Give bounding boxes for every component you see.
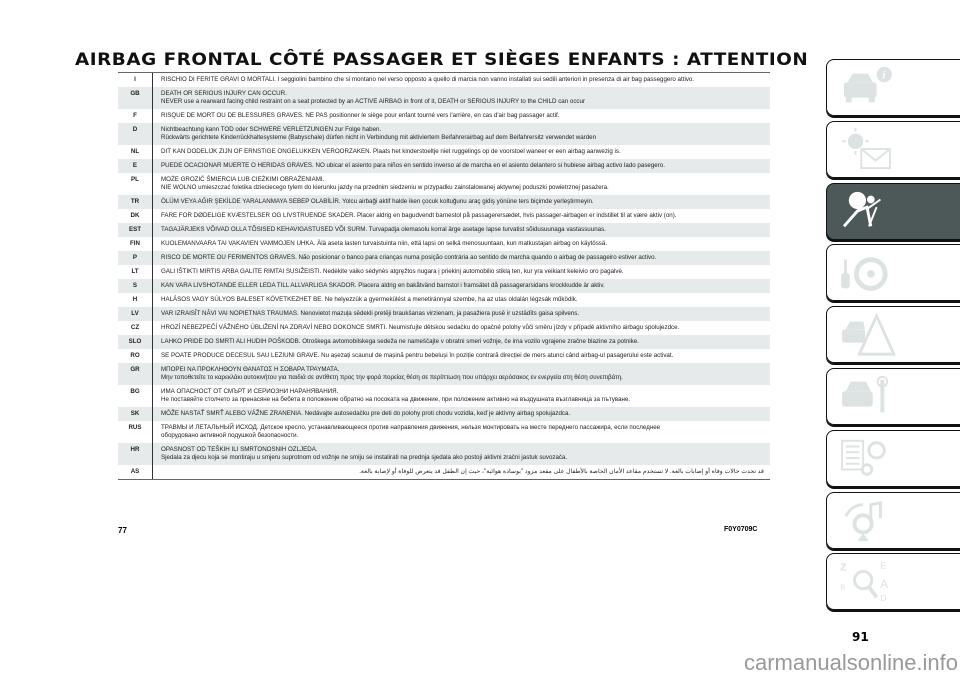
warning-line: قد تحدث حالات وفاة أو إصابات بالغة. لا تستخدم مقاعد الأمان الخاصة بالأطفال على مقعد مزود "بوسادة هوائية"، حيث إن الطفل قد يتعرض للوفاة أو لإصابة بالغة. <box>359 468 764 475</box>
language-code: GB <box>118 87 153 109</box>
warning-text <box>153 251 662 265</box>
chapter-tab-car-info[interactable] <box>826 59 960 116</box>
car-warning-icon <box>837 312 897 358</box>
watermark: carmanualsonline.info <box>744 650 959 675</box>
car-wrench-icon <box>837 374 897 420</box>
warning-line: RISCO DE MORTE OU FERIMENTOS GRAVES. Não posicionar o banco para crianças numa posição contrária ao sentido de marcha quando o airbag de passageiro estiver activo. <box>161 254 657 261</box>
warning-text <box>153 87 591 109</box>
warning-line: DEATH OR SERIOUS INJURY CAN OCCUR. <box>161 90 287 97</box>
language-code: SK <box>118 407 153 421</box>
language-code: NL <box>118 145 153 159</box>
language-code: EST <box>118 223 153 237</box>
language-code: PL <box>118 173 153 195</box>
table-row <box>118 159 770 173</box>
table-row <box>118 237 770 251</box>
language-code: RO <box>118 349 153 363</box>
warning-text <box>153 349 679 363</box>
warning-line: HALÁSOS VAGY SÚLYOS BALESET KÖVETKEZHET BE. Ne helyezzük a gyermekülést a menetiránnyal szembe, ha az utas oldalán légzsák működik. <box>161 296 578 303</box>
warning-line: MÔŽE NASTAŤ SMRŤ ALEBO VÁŽNE ZRANENIA. Nedávajte autosedačku pre deti do polohy proti chodu vozidla, keď je aktívny airbag spolujazdca. <box>161 410 571 417</box>
warning-text <box>153 279 611 293</box>
table-row <box>118 465 770 479</box>
warning-line: ИМА ОПАСНОСТ ОТ СМЪРТ И СЕРИОЗНИ НАРАНЯВАНИЯ. <box>161 388 339 395</box>
warning-line: DIT KAN DODELIJK ZIJN OF ERNSTIGE ONGELUKKEN VEROORZAKEN. Plaats het kinderstoeltje niet ruggelings op de voorstoel waneer er een airbag aanwezig is. <box>161 148 621 155</box>
airbag-seatbelt-icon <box>837 188 897 234</box>
specs-gears-icon <box>837 435 897 481</box>
warning-text <box>153 465 770 479</box>
warning-text <box>153 363 629 385</box>
language-code: H <box>118 293 153 307</box>
warning-text <box>153 385 636 407</box>
chapter-tab-car-warning[interactable] <box>826 306 960 363</box>
figure-page-ref: 77 <box>118 526 127 535</box>
warning-text <box>153 307 585 321</box>
car-info-icon <box>837 65 897 111</box>
language-code: SLO <box>118 335 153 349</box>
warning-text <box>153 237 613 251</box>
warning-line: Nichtbeachtung kann TOD oder SCHWERE VERLETZUNGEN zur Folge haben. <box>161 126 382 133</box>
warning-text <box>153 293 584 307</box>
warning-text <box>153 145 627 159</box>
table-row <box>118 209 770 223</box>
warning-text <box>153 335 645 349</box>
warning-line: FARE FOR DØDELIGE KVÆSTELSER OG LIVSTRUENDE SKADER. Placer aldrig en bagudvendt barnestol på passagerersædet, hvis passager-airbagen er indstillet til at være aktiv (on). <box>161 212 677 219</box>
chapter-tab-specs-gears[interactable] <box>826 430 960 487</box>
language-code: BG <box>118 385 153 407</box>
page-title: AIRBAG FRONTAL CÔTÉ PASSAGER ET SIÈGES ENFANTS : ATTENTION <box>75 50 809 70</box>
warning-line: RISCHIO DI FERITE GRAVI O MORTALI. I seggiolini bambino che si montano nel verso opposto a quello di marcia non vanno installati sui sedili anteriori in presenza di air bag passeggero attivo. <box>161 76 695 83</box>
warning-line: RISQUE DE MORT OU DE BLESSURES GRAVES. NE PAS positionner le siège pour enfant tourné vers l'arrière, en cas d'air bag passager actif. <box>161 112 560 119</box>
warning-line: ÖLÜM VEYA AĞIR ŞEKİLDE YARALANMAYA SEBEP OLABİLİR. Yolcu airbaği aktif halde iken çocuk koltuğunu araç gidiş yönüne ters biçimde yerleştirmeyin. <box>161 198 594 205</box>
chapter-tab-multimedia[interactable] <box>826 492 960 549</box>
table-row <box>118 87 770 109</box>
warning-line: Не поставяйте столчето за пренасяне на бебета в положение обратно на посоката на движение, при положение активно на въздушната възглавница за пътуване. <box>161 396 631 403</box>
table-row <box>118 279 770 293</box>
language-code: D <box>118 123 153 145</box>
warning-line: NIE WOLNO umieszczać foletika dzieciecego tylem do kierunku jazdy na przednim siedzeniu w przypadku zainstalowanej aktywnej poduszki powietrznej pasażera. <box>161 184 609 191</box>
chapter-tab-airbag-seatbelt[interactable] <box>826 183 960 240</box>
page-number: 91 <box>852 630 869 644</box>
warning-text <box>153 123 602 145</box>
multimedia-icon <box>837 497 897 543</box>
warning-text <box>153 109 565 123</box>
language-code: LV <box>118 307 153 321</box>
table-row <box>118 363 770 385</box>
svg-text:B: B <box>840 582 846 592</box>
language-code: F <box>118 109 153 123</box>
lights-messages-icon <box>837 126 897 172</box>
warning-text <box>153 223 612 237</box>
chapter-tab-car-wrench[interactable] <box>826 368 960 425</box>
table-row <box>118 223 770 237</box>
warning-line: KUOLEMANVAARA TAI VAKAVIEN VAMMOJEN UHKA. Älä aseta lasten turvaistuinta niin, että lapsi on selkä menosuuntaan, kun matkustajan airbag on käytössä. <box>161 240 608 247</box>
warning-line: ТРАВМЫ И ЛЕТАЛЬНЫЙ ИСХОД. Детское кресло, устанавливающееся против направления движения, нельзя монтировать на месте переднего пассажира, если последнее <box>161 424 661 431</box>
warning-line: оборудовано активной подушкой безопасности. <box>161 432 299 439</box>
warning-text <box>153 321 685 335</box>
language-code: RUS <box>118 421 153 443</box>
figure-code: F0Y0709C <box>724 526 758 533</box>
language-code: E <box>118 159 153 173</box>
warning-line: SE POATE PRODUCE DECESUL SAU LEZIUNI GRAVE. Nu așezați scaunul de mașină pentru bebeluși în poziție contrară direcției de mers atunci când airbag-ul pasagerului este activat. <box>161 352 674 359</box>
table-row <box>118 293 770 307</box>
table-row <box>118 73 770 87</box>
language-code: GR <box>118 363 153 385</box>
warning-line: NEVER use a rearward facing child restraint on a seat protected by an ACTIVE AIRBAG in front of it, DEATH or SERIOUS INJURY to the CHILD can occur <box>161 98 586 105</box>
warning-line: MOŻE GROZIĆ ŚMIERCIA LUB CIEŻKIMI OBRAŻENIAMI. <box>161 176 325 183</box>
warning-line: TAGAJÄRJEKS VÕIVAD OLLA TÕSISED KEHAVIGASTUSED VÕI SURM. Turvapadja olemasolu korral ärge asetage lapse turvatist sõidusuunaga vastassuunas. <box>161 226 606 233</box>
warning-line: ΜΠΟΡΕΙ ΝΑ ΠΡΟΚΛΗΘΟΥΝ ΘΑΝΑΤΟΣ Η ΣΟΒΑΡΑ ΤΡΑΥΜΑΤΑ. <box>161 366 340 373</box>
warning-line: Sjedala za djecu koja se montiraju u smjeru suprotnom od vožnje ne smiju se instalirati na prednja sjedala ako postoji aktivni zračni jastuk suvozača. <box>161 454 568 461</box>
table-row <box>118 385 770 407</box>
table-row <box>118 251 770 265</box>
table-row <box>118 407 770 421</box>
chapter-tab-lights-messages[interactable] <box>826 121 960 178</box>
language-code: P <box>118 251 153 265</box>
chapter-tab-index-search[interactable] <box>826 553 960 610</box>
language-code: CZ <box>118 321 153 335</box>
warning-line: PUEDE OCACIONAR MUERTE O HERIDAS GRAVES. NO ubicar el asiento para niños en sentido inverso al de marcha en el asiento delantero si hubiese airbag activo lado pasegero. <box>161 162 665 169</box>
table-row <box>118 265 770 279</box>
language-code: HR <box>118 443 153 465</box>
warning-text <box>153 421 666 443</box>
warning-table <box>118 72 770 480</box>
table-row <box>118 443 770 465</box>
key-steering-wheel-icon <box>837 250 897 296</box>
warning-line: LAHKO PRIDE DO SMRTI ALI HUDIH POŠKODB. Otroškega avtomobilskega sedeža ne nameščajte v obratni smeri vožnje, če ima vozilo vgrajene zračne blazine za potnike. <box>161 338 639 345</box>
warning-text <box>153 173 615 195</box>
warning-line: Μην τοποθετείτε το καρεκλάκι αυτοκινήτου για παιδιά σε αντίθετη προς την φορά πορείας θέση σε περίπτωση που υπάρχει αερόσακος εν ενεργεία στη θέση συνεπιβάτη. <box>161 374 623 381</box>
warning-line: KAN VARA LIVSHOTANDE ELLER LEDA TILL ALLVARLIGA SKADOR. Placera aldrig en bakåtvänd barnstol i framsätet då passagerarsidans krockkudde är aktiv. <box>161 282 605 289</box>
language-code: S <box>118 279 153 293</box>
table-row <box>118 109 770 123</box>
chapter-tab-key-steering-wheel[interactable] <box>826 244 960 301</box>
warning-line: HROZÍ NEBEZPEČÍ VÁŽNÉHO ÚBLIŽENÍ NA ZDRAVÍ NEBO DOKONCE SMRTI. Neumisťujte dětskou sedačku do opačné polohy vůči směru jízdy v případě aktivního airbagu spolujezdce. <box>161 324 680 331</box>
warning-text <box>153 159 671 173</box>
warning-text <box>153 195 600 209</box>
index-search-icon <box>837 559 897 605</box>
svg-text:D: D <box>880 593 887 604</box>
table-row <box>118 307 770 321</box>
warning-line: Rückwärts gerichtete Kinderrückhaltesysteme (Babyschale) dürfen nicht in Verbindung mit aktiviertem Beifahrerairbag auf dem Beifahrersitz verwendet warden <box>161 134 597 141</box>
table-row <box>118 123 770 145</box>
language-code: I <box>118 73 153 87</box>
table-row <box>118 321 770 335</box>
language-code: FIN <box>118 237 153 251</box>
warning-text <box>153 443 573 465</box>
svg-text:Z: Z <box>840 561 847 574</box>
warning-line: OPASNOST OD TEŠKIH ILI SMRTONOSNIH OZLJEDA. <box>161 446 318 453</box>
table-row <box>118 173 770 195</box>
table-row <box>118 145 770 159</box>
language-code: AS <box>118 465 153 479</box>
svg-text:A: A <box>880 578 889 591</box>
svg-text:E: E <box>880 560 887 571</box>
svg-text:i: i <box>882 68 886 81</box>
warning-text <box>153 73 700 87</box>
warning-line: VAR IZRAISĪT NĀVI VAI NOPIETNAS TRAUMAS. Nenovietot mazuļa sēdekli pretēji braukšanas virzienam, ja pasažiera pusē ir uzstādīts gaisa spilvens. <box>161 310 580 317</box>
warning-text <box>153 209 683 223</box>
warning-text <box>153 265 630 279</box>
table-row <box>118 195 770 209</box>
table-row <box>118 421 770 443</box>
language-code: DK <box>118 209 153 223</box>
table-row <box>118 335 770 349</box>
language-code: TR <box>118 195 153 209</box>
warning-text <box>153 407 576 421</box>
table-row <box>118 349 770 363</box>
language-code: LT <box>118 265 153 279</box>
warning-line: GALI IŠTIKTI MIRTIS ARBA GALITE RIMTAI SUSIŽEISTI. Nedėkite vaiko sėdynės atgręžtos nugara į priekinį automobilio stiklą ten, kur yra veikiant keleivio oro pagalvė. <box>161 268 624 275</box>
